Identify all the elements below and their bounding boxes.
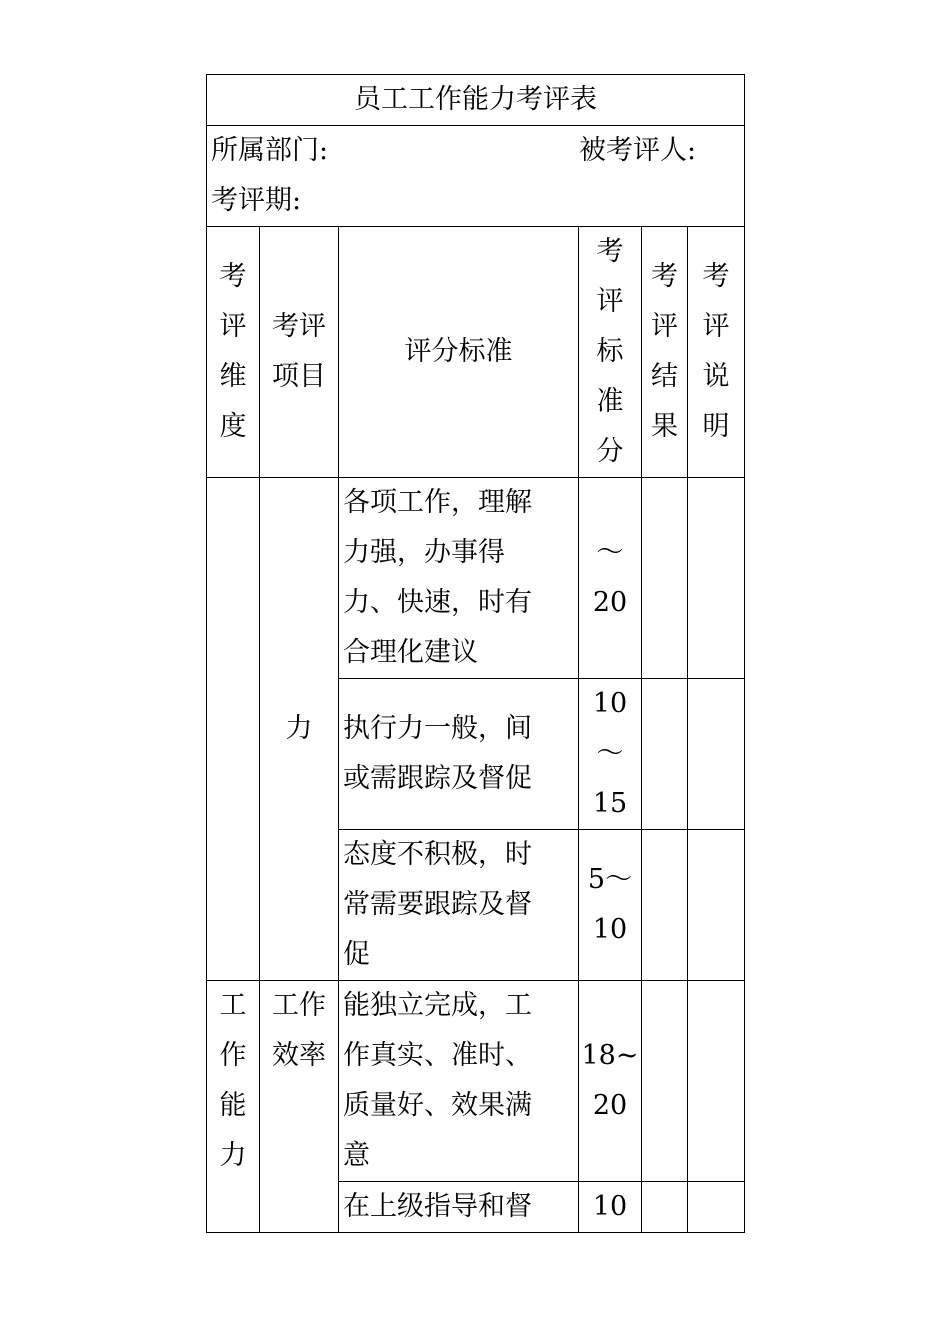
header-char: 度 bbox=[219, 411, 247, 442]
header-item-line: 项目 bbox=[272, 361, 326, 392]
header-standard-score bbox=[579, 227, 642, 478]
header-item-line: 考评 bbox=[272, 311, 326, 342]
header-char: 说 bbox=[702, 361, 730, 392]
criteria-line: 促 bbox=[343, 939, 370, 970]
score-line: 20 bbox=[592, 1090, 628, 1121]
item-line: 效率 bbox=[272, 1040, 326, 1071]
score-line: 20 bbox=[592, 587, 628, 618]
header-char: 评 bbox=[702, 311, 730, 342]
criteria-line: 执行力一般，间 bbox=[343, 713, 532, 744]
header-char: 果 bbox=[651, 411, 678, 442]
score-cell bbox=[579, 478, 642, 679]
result-cell[interactable] bbox=[642, 830, 688, 981]
criteria-cell bbox=[339, 1182, 579, 1233]
evaluation-form-table bbox=[206, 74, 745, 1233]
criteria-line: 在上级指导和督 bbox=[343, 1191, 532, 1222]
period-label: 考评期: bbox=[211, 185, 302, 216]
header-char: 评 bbox=[651, 311, 678, 342]
dimension-cell bbox=[207, 981, 260, 1233]
criteria-line: 力强，办事得 bbox=[343, 537, 505, 568]
criteria-cell bbox=[339, 981, 579, 1182]
dimension-char: 工 bbox=[219, 990, 247, 1021]
score-cell bbox=[579, 679, 642, 830]
header-char: 评 bbox=[219, 311, 247, 342]
dimension-char: 力 bbox=[219, 1140, 247, 1171]
score-line: 10 bbox=[592, 914, 628, 945]
explanation-cell[interactable] bbox=[688, 478, 745, 679]
header-char: 考 bbox=[219, 261, 247, 292]
explanation-cell[interactable] bbox=[688, 830, 745, 981]
header-char: 结 bbox=[651, 361, 678, 392]
criteria-cell bbox=[339, 679, 579, 830]
criteria-cell bbox=[339, 478, 579, 679]
table-row bbox=[207, 981, 745, 1182]
header-result bbox=[642, 227, 688, 478]
header-char: 考 bbox=[651, 261, 678, 292]
criteria-line: 力、快速，时有 bbox=[343, 587, 532, 618]
reviewee-label: 被考评人: bbox=[578, 135, 697, 166]
form-title: 员工工作能力考评表 bbox=[207, 75, 745, 126]
criteria-line: 各项工作，理解 bbox=[343, 487, 532, 518]
criteria-line: 意 bbox=[343, 1140, 370, 1171]
explanation-cell[interactable] bbox=[688, 981, 745, 1182]
header-char: 考 bbox=[702, 261, 730, 292]
dimension-char: 作 bbox=[219, 1040, 247, 1071]
explanation-cell[interactable] bbox=[688, 1182, 745, 1233]
criteria-line: 作真实、准时、 bbox=[343, 1040, 532, 1071]
score-line: ～ bbox=[596, 738, 624, 769]
result-cell[interactable] bbox=[642, 1182, 688, 1233]
criteria-line: 合理化建议 bbox=[343, 637, 478, 668]
score-line: 10 bbox=[592, 1191, 628, 1222]
header-char: 考 bbox=[596, 236, 624, 267]
criteria-line: 态度不积极，时 bbox=[343, 839, 532, 870]
table-row bbox=[207, 478, 745, 679]
score-cell bbox=[579, 830, 642, 981]
score-cell bbox=[579, 981, 642, 1182]
item-cell: 力 bbox=[260, 478, 339, 981]
header-explanation bbox=[688, 227, 745, 478]
form-info bbox=[207, 126, 745, 227]
result-cell[interactable] bbox=[642, 981, 688, 1182]
explanation-cell[interactable] bbox=[688, 679, 745, 830]
score-line: 18~ bbox=[581, 1040, 639, 1071]
header-char: 准 bbox=[596, 386, 624, 417]
header-char: 评 bbox=[596, 286, 624, 317]
department-label: 所属部门: bbox=[211, 135, 329, 166]
criteria-line: 或需跟踪及督促 bbox=[343, 763, 532, 794]
header-char: 明 bbox=[702, 411, 730, 442]
result-cell[interactable] bbox=[642, 679, 688, 830]
criteria-line: 能独立完成，工 bbox=[343, 990, 532, 1021]
header-char: 标 bbox=[596, 336, 624, 367]
header-criteria: 评分标准 bbox=[339, 227, 579, 478]
criteria-line: 常需要跟踪及督 bbox=[343, 889, 532, 920]
score-cell bbox=[579, 1182, 642, 1233]
header-char: 分 bbox=[596, 436, 624, 467]
item-line: 工作 bbox=[272, 990, 326, 1021]
score-line: 10 bbox=[592, 688, 628, 719]
criteria-line: 质量好、效果满 bbox=[343, 1090, 532, 1121]
score-line: ～ bbox=[596, 537, 624, 568]
dimension-char: 能 bbox=[219, 1090, 247, 1121]
header-item bbox=[260, 227, 339, 478]
result-cell[interactable] bbox=[642, 478, 688, 679]
score-line: 5～ bbox=[587, 864, 633, 895]
header-char: 维 bbox=[219, 361, 247, 392]
dimension-cell-empty bbox=[207, 478, 260, 981]
item-cell bbox=[260, 981, 339, 1233]
criteria-cell bbox=[339, 830, 579, 981]
header-dimension bbox=[207, 227, 260, 478]
score-line: 15 bbox=[592, 788, 628, 819]
